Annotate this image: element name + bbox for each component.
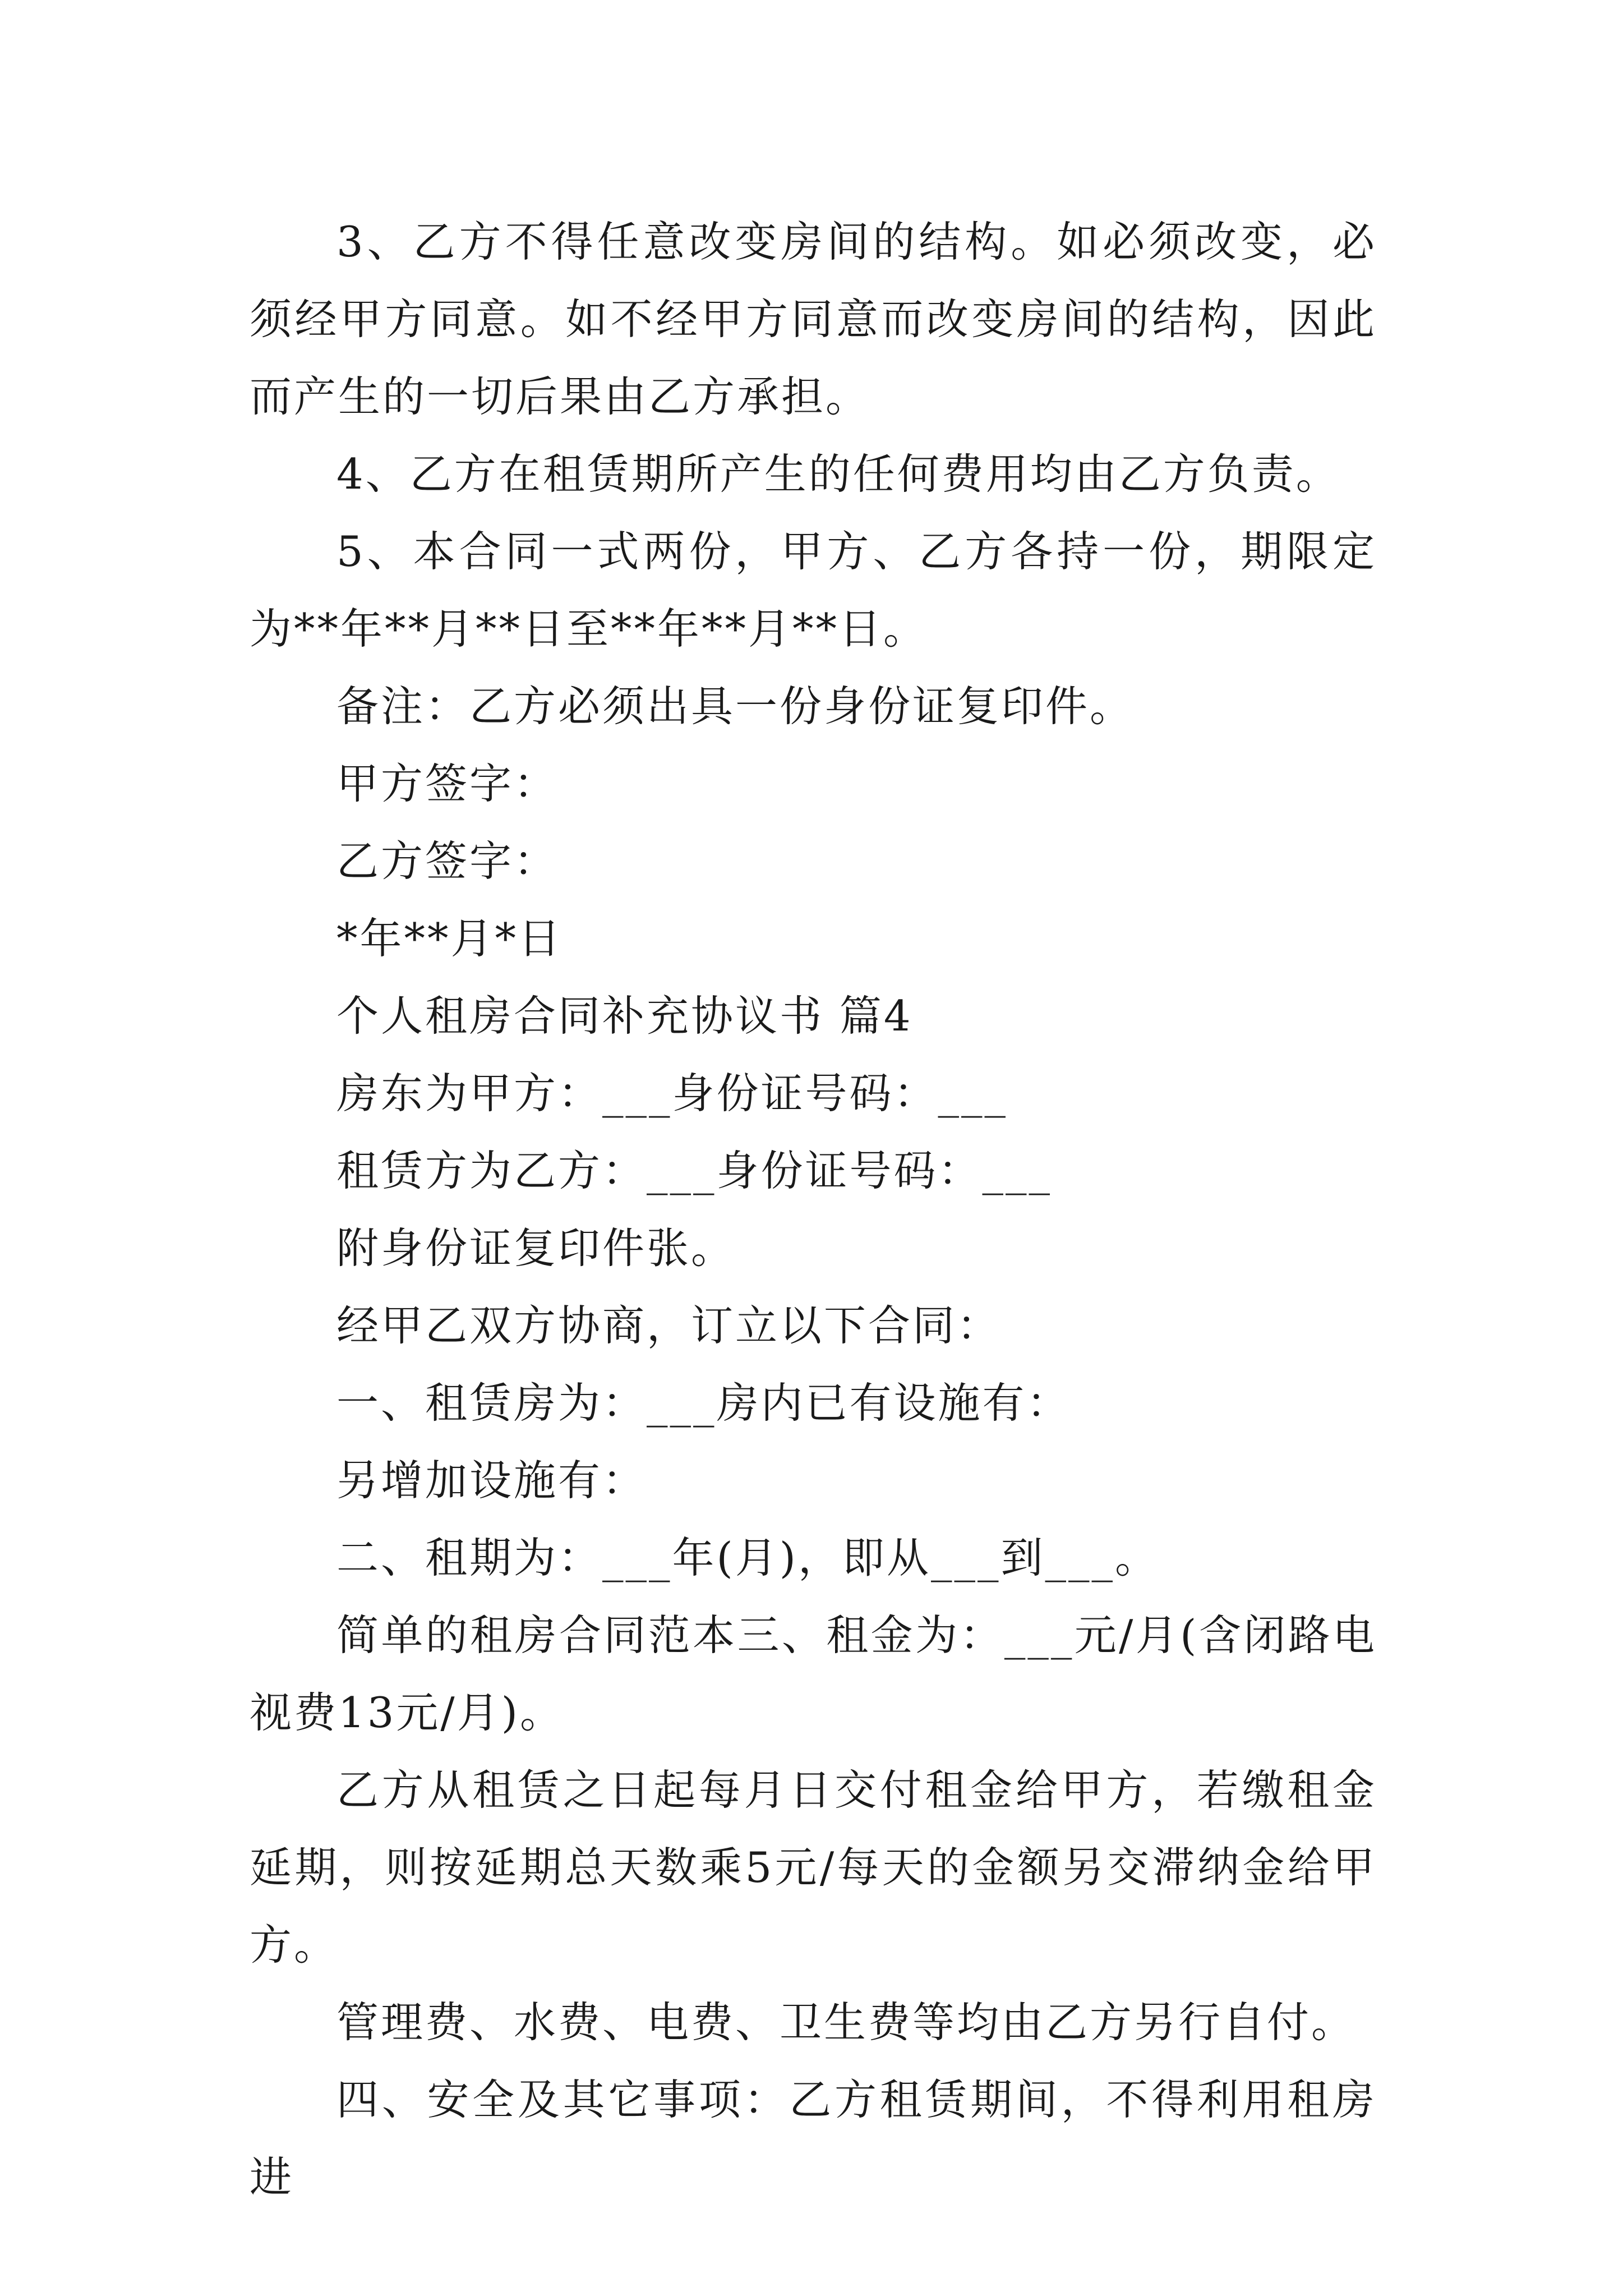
clause-safety: 四、安全及其它事项：乙方租赁期间，不得利用租房进 [250,2075,1377,2202]
paragraph-clause-5: 5、本合同一式两份，甲方、乙方各持一份，期限定为**年**月**日至**年**月**日。 [250,527,1377,654]
tenant-line: 租赁方为乙方：___身份证号码：___ [336,1146,1053,1195]
landlord-line: 房东为甲方：___身份证号码：___ [336,1069,1008,1118]
clause-premises: 一、租赁房为：___房内已有设施有： [336,1378,1071,1428]
clause-extra-facilities: 另增加设施有： [336,1456,647,1505]
section-title: 个人租房合同补充协议书 篇4 [336,991,913,1041]
id-copy-line: 附身份证复印件张。 [336,1223,736,1273]
clause-rent: 简单的租房合同范本三、租金为：___元/月(含闭路电视费13元/月)。 [250,1611,1377,1737]
paragraph-clause-4: 4、乙方在租赁期所产生的任何费用均由乙方负责。 [336,449,1340,499]
signing-date: *年**月*日 [336,914,563,963]
document-body [250,203,1377,2216]
paragraph-clause-3: 3、乙方不得任意改变房间的结构。如必须改变，必须经甲方同意。如不经甲方同意而改变房间的结构，因此而产生的一切后果由乙方承担。 [250,217,1377,421]
party-b-signature: 乙方签字： [336,836,559,886]
clause-lease-term: 二、租期为：___年(月)，即从___到___。 [336,1533,1160,1582]
agreement-intro: 经甲乙双方协商，订立以下合同： [336,1301,1002,1350]
clause-payment: 乙方从租赁之日起每月日交付租金给甲方，若缴租金延期，则按延期总天数乘5元/每天的金额另交滞纳金给甲方。 [250,1765,1377,1970]
party-a-signature: 甲方签字： [336,759,559,808]
paragraph-note: 备注：乙方必须出具一份身份证复印件。 [336,682,1135,731]
clause-fees: 管理费、水费、电费、卫生费等均由乙方另行自付。 [336,1998,1356,2047]
